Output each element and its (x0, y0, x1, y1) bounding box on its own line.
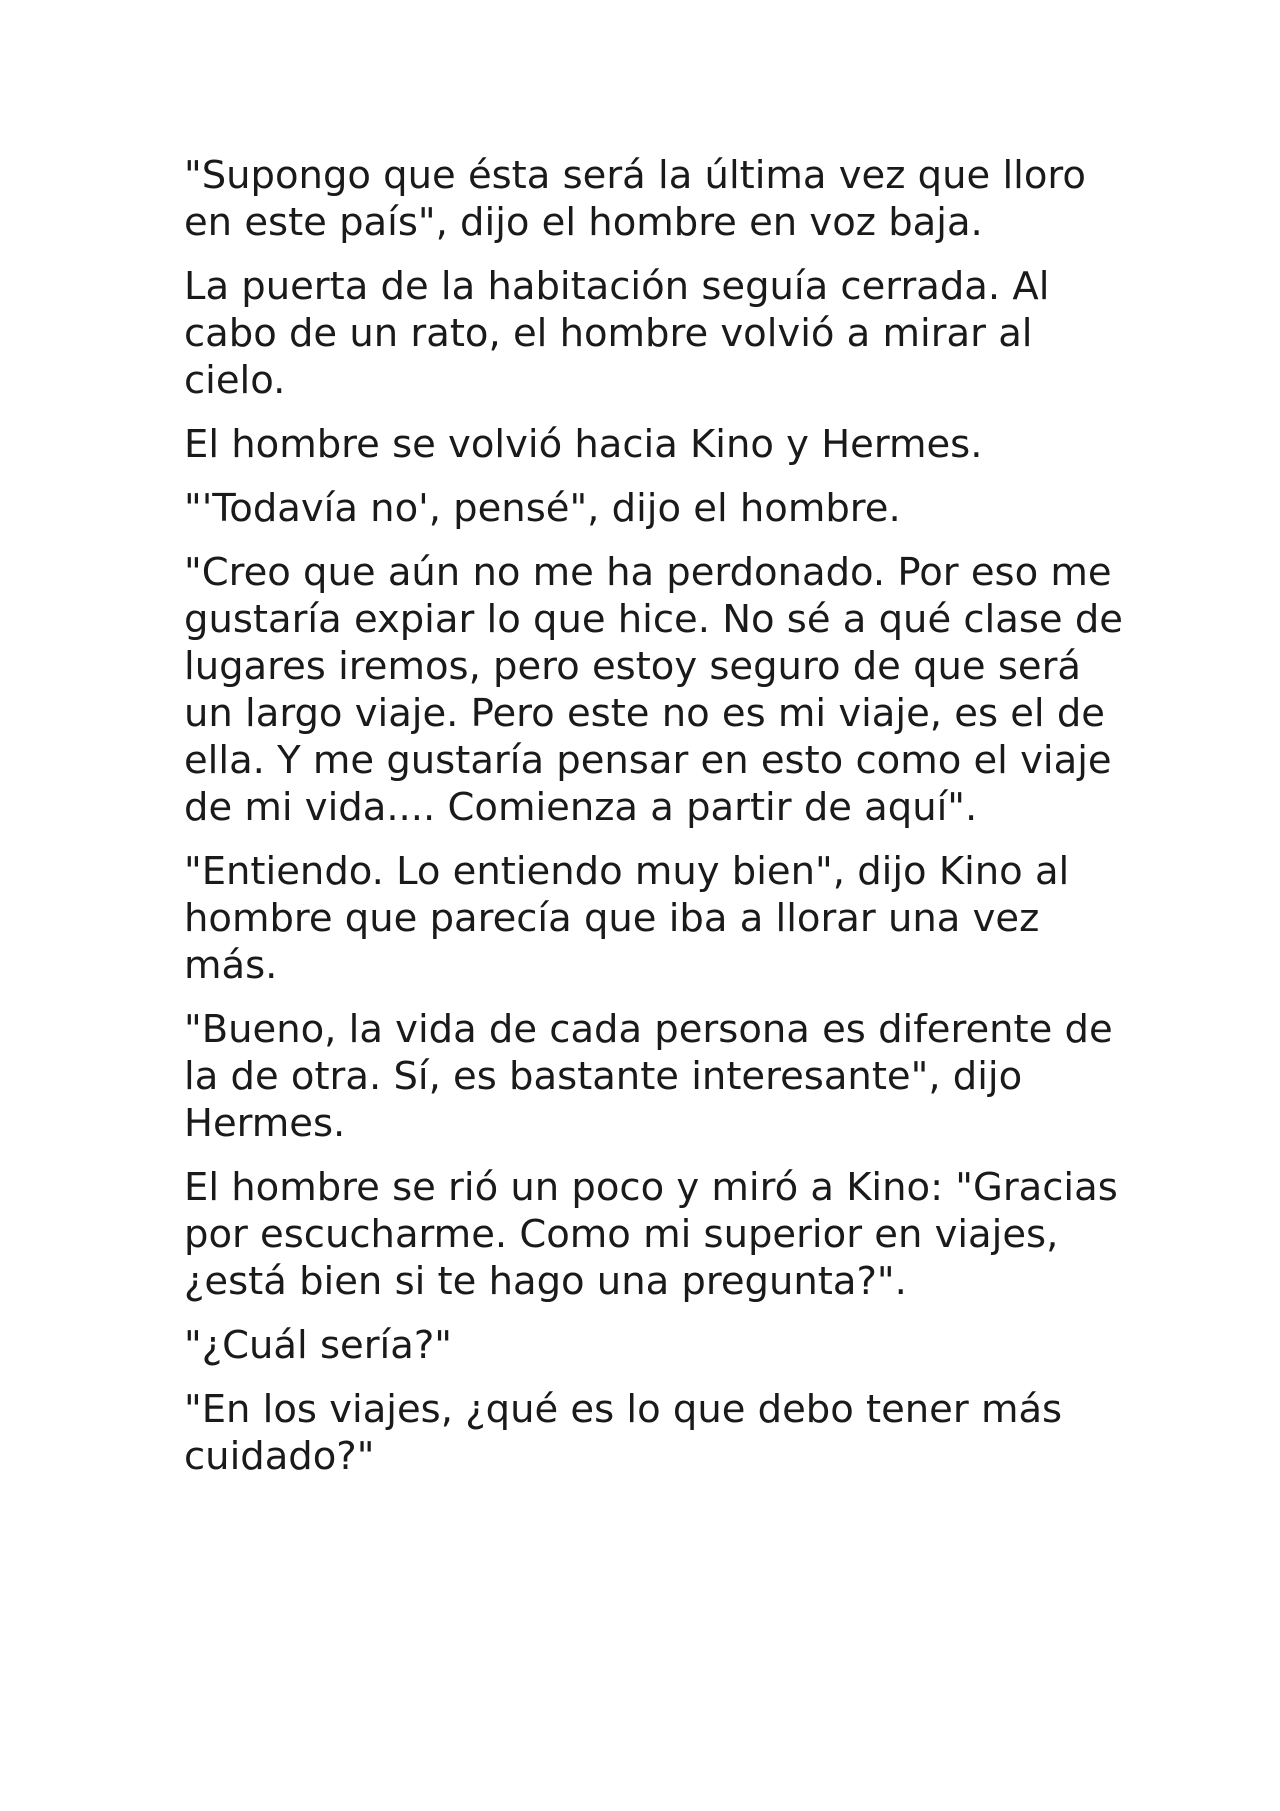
paragraph: "Bueno, la vida de cada persona es diferente de la de otra. Sí, es bastante interesante", dijo Hermes. (184, 1007, 1113, 1146)
paragraph: "Creo que aún no me ha perdonado. Por eso me gustaría expiar lo que hice. No sé a qué clase de lugares iremos, pero estoy seguro de que será un largo viaje. Pero este no es mi viaje, es el de ella. Y me gustaría pensar en esto como el viaje de mi vida.... Comienza a partir de aquí". (184, 550, 1123, 830)
paragraph: El hombre se rió un poco y miró a Kino: "Gracias por escucharme. Como mi superior en viajes, ¿está bien si te hago una pregunta?". (184, 1165, 1118, 1304)
body-text (184, 152, 1124, 1497)
paragraph: "Entiendo. Lo entiendo muy bien", dijo Kino al hombre que parecía que iba a llorar una vez más. (184, 849, 1070, 988)
paragraph: "'Todavía no', pensé", dijo el hombre. (184, 486, 901, 531)
paragraph: "¿Cuál sería?" (184, 1323, 452, 1368)
paragraph: "Supongo que ésta será la última vez que lloro en este país", dijo el hombre en voz baja. (184, 153, 1086, 245)
paragraph: La puerta de la habitación seguía cerrada. Al cabo de un rato, el hombre volvió a mirar al cielo. (184, 264, 1050, 403)
paragraph: "En los viajes, ¿qué es lo que debo tener más cuidado?" (184, 1387, 1063, 1479)
paragraph: El hombre se volvió hacia Kino y Hermes. (184, 422, 983, 467)
